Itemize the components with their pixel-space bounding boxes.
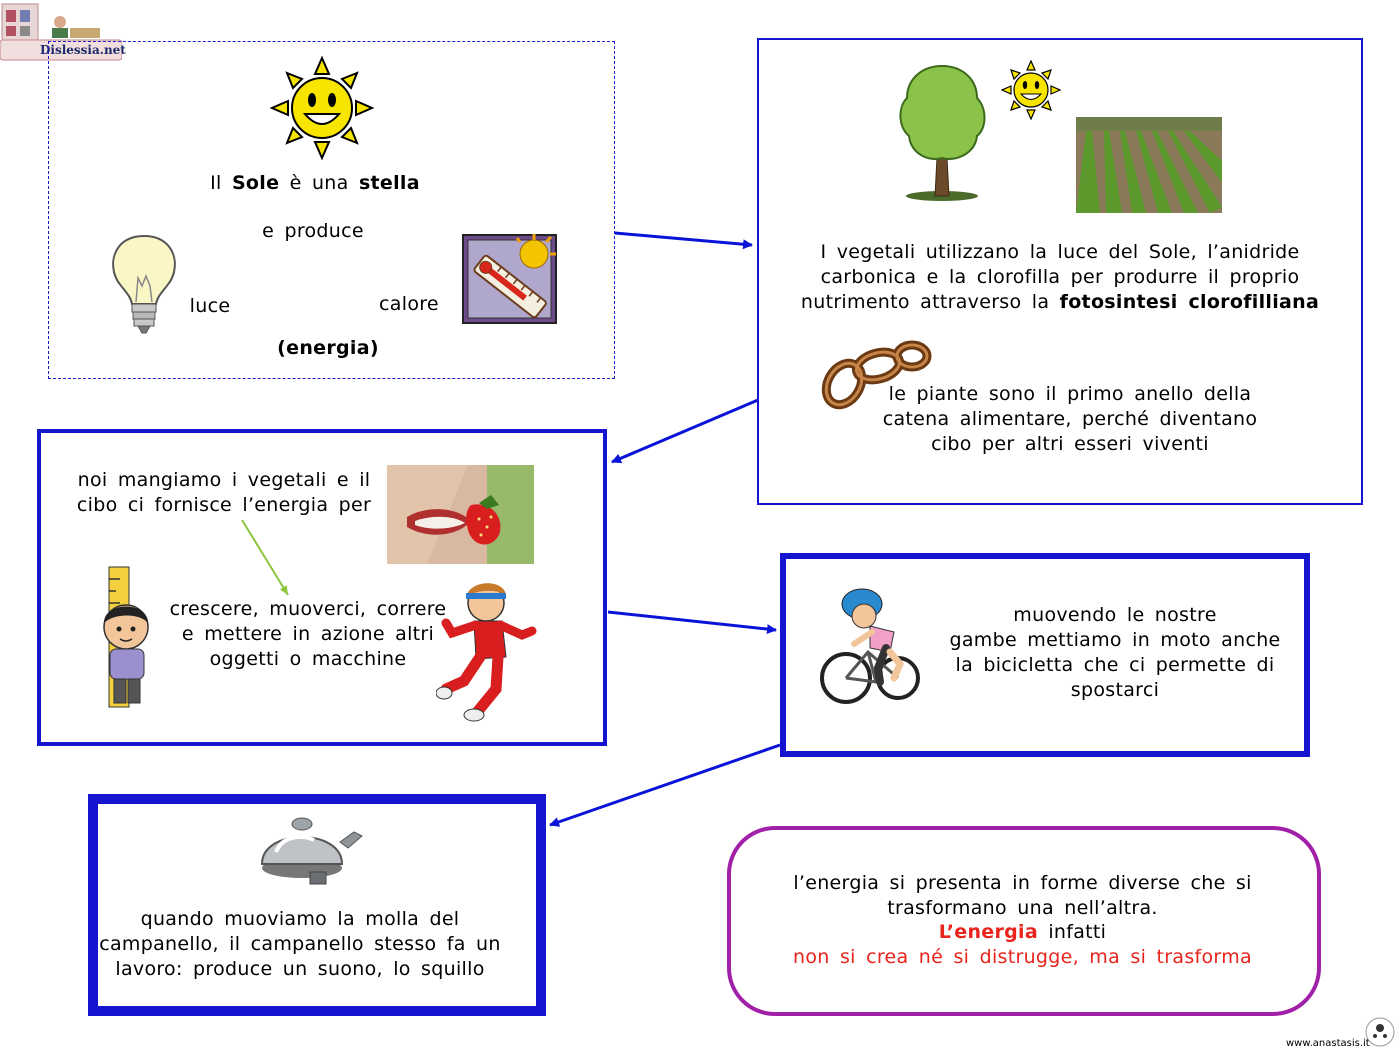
bike-line-4: spostarci (1070, 679, 1160, 701)
sun-icon (270, 56, 374, 160)
bell-line-3: lavoro: produce un suono, lo squillo (115, 958, 485, 980)
chain-line-2: catena alimentare, perché diventano (882, 408, 1258, 430)
bike-line-1: muovendo le nostre (1013, 604, 1217, 626)
text-fotosintesi: fotosintesi clorofilliana (1059, 291, 1320, 313)
text-calore: calore (379, 293, 439, 315)
food-line-1: noi mangiamo i vegetali e il (77, 469, 371, 491)
food-line-5: oggetti o macchine (209, 648, 407, 670)
text-nutrimento: nutrimento attraverso la (800, 291, 1050, 313)
text-luce: luce (189, 295, 231, 317)
bicycle-bell-icon (256, 806, 368, 888)
arrow-sun-to-plants (615, 233, 752, 245)
heat-thermometer-icon (462, 234, 557, 324)
arrow-plants-to-food (612, 400, 758, 462)
bike-line-2: gambe mettiamo in moto anche (949, 629, 1281, 651)
summary-line-2: trasformano una nell’altra. (887, 897, 1158, 919)
chain-line-1: le piante sono il primo anello della (888, 383, 1252, 405)
cyclist-icon (820, 582, 920, 712)
text-e-una: è una (289, 172, 349, 194)
food-line-2: cibo ci fornisce l’energia per (76, 494, 372, 516)
text-infatti: infatti (1048, 921, 1107, 943)
chain-line-3: cibo per altri esseri viventi (931, 433, 1209, 455)
eating-strawberry-photo (387, 465, 534, 564)
food-line-4: e mettere in azione altri (181, 623, 435, 645)
text-l-energia: L’energia (938, 921, 1038, 943)
bell-line-1: quando muoviamo la molla del (140, 908, 460, 930)
plants-line-3 (770, 290, 1350, 315)
logo-text: Dislessia.net (40, 43, 126, 57)
anastasis-url: www.anastasis.it (1286, 1038, 1370, 1049)
tree-icon (893, 62, 991, 202)
bell-line-2: campanello, il campanello stesso fa un (99, 933, 501, 955)
summary-line-4: non si crea né si distrugge, ma si trasforma (793, 946, 1252, 968)
arrow-food-to-bike (608, 612, 776, 630)
text-sole: Sole (231, 172, 280, 194)
text-energia: (energia) (277, 337, 379, 359)
text-il: Il (210, 172, 222, 194)
summary-line-1: l’energia si presenta in forme diverse che si (793, 872, 1252, 894)
summary-line-3 (760, 920, 1285, 945)
arrow-bike-to-bell (550, 745, 780, 825)
sun-star-sentence (150, 171, 480, 196)
food-line-3: crescere, muoverci, correre (169, 598, 447, 620)
small-sun-icon (1001, 60, 1061, 120)
super-mappe-badge (1364, 1014, 1396, 1050)
runner-icon (436, 577, 538, 725)
bike-line-3: la bicicletta che ci permette di (955, 654, 1275, 676)
plants-line-1: I vegetali utilizzano la luce del Sole, l’anidride (820, 241, 1300, 263)
plants-line-2: carbonica e la clorofilla per produrre il proprio (820, 266, 1300, 288)
text-stella: stella (358, 172, 420, 194)
text-e-produce: e produce (262, 220, 364, 242)
crop-field-photo (1076, 117, 1222, 213)
light-bulb-icon (108, 232, 180, 336)
